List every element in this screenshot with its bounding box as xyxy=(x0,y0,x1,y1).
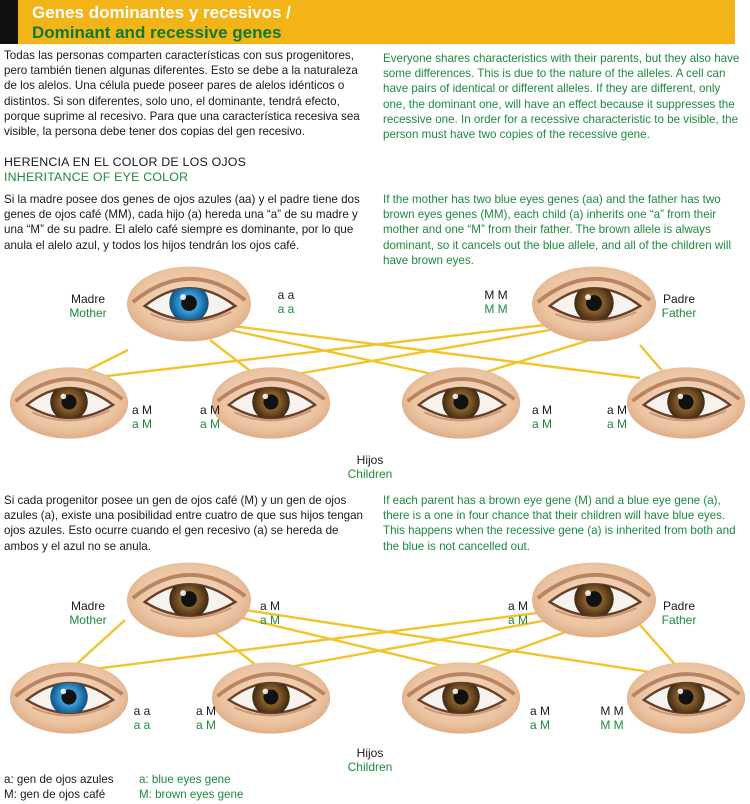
child-genotype: a M a M xyxy=(531,403,552,431)
child-eye-icon xyxy=(402,662,520,733)
example2-text-english: If each parent has a brown eye gene (M) and a blue eye gene (a), there is a one in four chance that their children will have blue eyes. This happens when the recessive gene (a) is inherited from both and the blue is not cancelled out. xyxy=(383,494,736,553)
intro-english: Everyone shares characteristics with their parents, but they also have some differences. This is due to the nature of the alleles. A cell can have pairs of identical or different alleles. If they are different, only one, the dominant one, will have an effect because it suppresses the recessive one. In order for a recessive characteristic to be visible, the person must have two copies of the recessive gene. xyxy=(383,52,740,142)
child-genotype: a a a a xyxy=(133,704,151,732)
mother-eye-icon xyxy=(127,267,251,342)
title-english: Dominant and recessive genes xyxy=(32,23,282,42)
mother-eye-icon xyxy=(127,563,251,638)
child-eye-icon xyxy=(212,662,330,733)
section-heading-spanish: HERENCIA EN EL COLOR DE LOS OJOS xyxy=(4,155,247,169)
legend-m-english: M: brown eyes gene xyxy=(139,788,244,802)
child-eye-icon xyxy=(627,367,745,438)
child-genotype: a M a M xyxy=(529,704,550,732)
example1-text-spanish: Si la madre posee dos genes de ojos azules (aa) y el padre tiene dos genes de ojos café (MM), cada hijo (a) hereda una “a” de su madre y una “M” de su padre. El alelo café siempre es dominante, por lo que anula el alelo azul, y todos los hijos tendrán los ojos café. xyxy=(4,193,360,252)
example1-text-english: If the mother has two blue eyes genes (aa) and the father has two brown eyes genes (MM), each child (a) inherits one “a” from their mother and one “M” from their father. The brown allele is always dominant, so it cancels out the blue allele, and all of the children will have brown eyes. xyxy=(383,193,732,267)
children-label: Hijos Children xyxy=(347,453,393,481)
father-genotype: a M a M xyxy=(507,599,528,627)
legend-a-spanish: a: gen de ojos azules xyxy=(4,773,114,786)
legend xyxy=(4,772,304,802)
father-label: Padre Father xyxy=(661,292,697,320)
child-genotype: a M a M xyxy=(131,403,152,431)
child-genotype: M M M M xyxy=(600,704,624,732)
child-genotype: a M a M xyxy=(199,403,220,431)
mother-genotype: a M a M xyxy=(259,599,280,627)
example2-text-spanish: Si cada progenitor posee un gen de ojos café (M) y un gen de ojos azules (a), existe una posibilidad entre cuatro de que sus hijos tengan ojos azules. Esto ocurre cuando el gen recesivo (a) se hereda de ambos y el azul no se anula. xyxy=(4,494,363,553)
mother-label: Madre Mother xyxy=(69,292,107,320)
mother-label: Madre Mother xyxy=(69,599,107,627)
child-genotype: a M a M xyxy=(195,704,216,732)
legend-a-english: a: blue eyes gene xyxy=(139,773,231,786)
father-eye-icon xyxy=(532,267,656,342)
children-label: Hijos Children xyxy=(347,746,393,774)
father-eye-icon xyxy=(532,563,656,638)
child-eye-icon xyxy=(402,367,520,438)
father-genotype: M M M M xyxy=(484,288,508,316)
title-spanish: Genes dominantes y recesivos / xyxy=(32,3,291,22)
mother-genotype: a a a a xyxy=(277,288,295,316)
father-label: Padre Father xyxy=(661,599,697,627)
child-eye-icon xyxy=(627,662,745,733)
legend-m-spanish: M: gen de ojos café xyxy=(4,788,106,802)
child-genotype: a M a M xyxy=(606,403,627,431)
child-eye-icon xyxy=(10,662,128,733)
section-heading-english: INHERITANCE OF EYE COLOR xyxy=(4,170,189,184)
child-eye-icon xyxy=(10,367,128,438)
intro-spanish: Todas las personas comparten características con sus progenitores, pero también tienen algunas diferentes. Esto se debe a la naturaleza de los alelos. Una célula puede poseer pares de alelos idénticos o distintos. Si son diferentes, solo uno, el dominante, tendrá efecto, porque suprime al recesivo. Para que una característica recesiva sea visible, la persona debe tener dos copias del gen recesivo. xyxy=(4,49,360,139)
